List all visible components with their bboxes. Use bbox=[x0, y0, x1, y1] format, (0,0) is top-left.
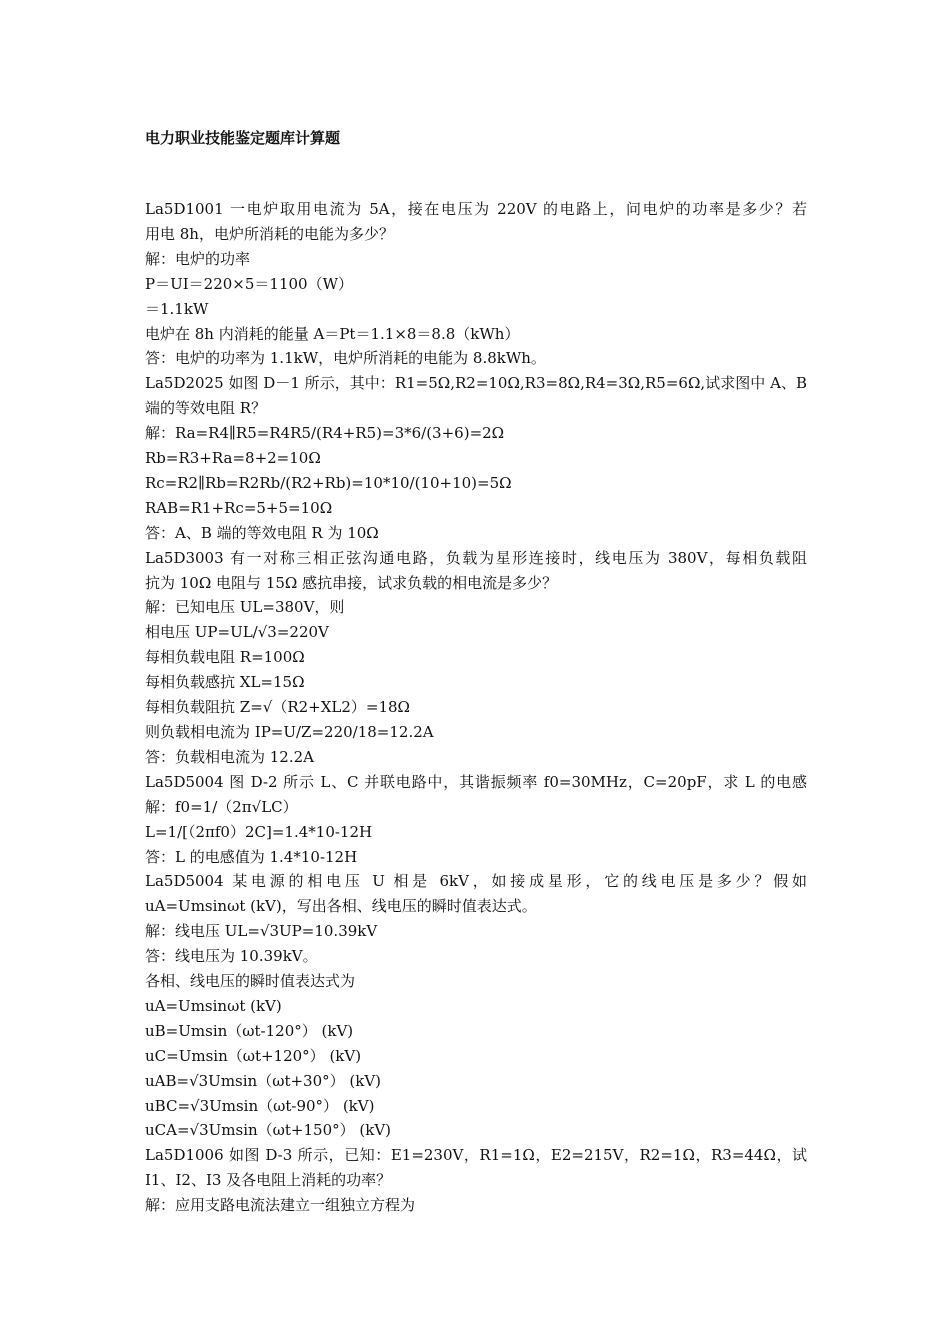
text-line: 各相、线电压的瞬时值表达式为 bbox=[145, 972, 356, 991]
text-line: I1、I2、I3 及各电阻上消耗的功率？ bbox=[145, 1171, 392, 1190]
text-line: uB=Umsin（ωt-120°） (kV) bbox=[145, 1021, 354, 1040]
text-line: 电炉在 8h 内消耗的能量 A＝Pt＝1.1×8＝8.8（kWh） bbox=[145, 324, 520, 343]
text-line: 解：线电压 UL=√3UP=10.39kV bbox=[145, 922, 378, 941]
text-line: 每相负载阻抗 Z=√（R2+XL2）=18Ω bbox=[145, 698, 410, 717]
text-line: L=1/[（2πf0）2C]=1.4*10-12H bbox=[145, 822, 373, 841]
document-title: 电力职业技能鉴定题库计算题 bbox=[145, 129, 341, 147]
text-line: La5D3003 有一对称三相正弦沟通电路，负载为星形连接时，线电压为 380V，每相负载阻 bbox=[145, 548, 807, 567]
text-line: 答：线电压为 10.39kV。 bbox=[145, 947, 318, 966]
text-line: Rb=R3+Ra=8+2=10Ω bbox=[145, 449, 321, 468]
text-line: 答：负载相电流为 12.2A bbox=[145, 747, 314, 766]
text-line: RAB=R1+Rc=5+5=10Ω bbox=[145, 498, 333, 517]
text-line: 解：f0=1/（2π√LC） bbox=[145, 797, 298, 816]
text-line: 解：应用支路电流法建立一组独立方程为 bbox=[145, 1196, 416, 1215]
text-line: 相电压 UP=UL/√3=220V bbox=[145, 623, 329, 642]
text-line: 端的等效电阻 R？ bbox=[145, 399, 267, 418]
text-line: La5D5004 图 D-2 所示 L、C 并联电路中，其谐振频率 f0=30MHz，C=20pF，求 L 的电感 bbox=[145, 772, 807, 791]
text-line: 答：A、B 端的等效电阻 R 为 10Ω bbox=[145, 523, 379, 542]
text-line: 解：已知电压 UL=380V，则 bbox=[145, 598, 345, 617]
text-line: uA=Umsinωt (kV) bbox=[145, 996, 282, 1015]
text-line: uAB=√3Umsin（ωt+30°） (kV) bbox=[145, 1071, 382, 1090]
text-line: Rc=R2∥Rb=R2Rb/(R2+Rb)=10*10/(10+10)=5Ω bbox=[145, 473, 512, 492]
text-line: 答：电炉的功率为 1.1kW，电炉所消耗的电能为 8.8kWh。 bbox=[145, 349, 546, 368]
document-body bbox=[145, 197, 807, 1218]
text-line: 用电 8h，电炉所消耗的电能为多少？ bbox=[145, 224, 394, 243]
text-line: ＝1.1kW bbox=[145, 299, 209, 318]
text-line: uC=Umsin（ωt+120°） (kV) bbox=[145, 1046, 362, 1065]
text-line: 每相负载电阻 R=100Ω bbox=[145, 648, 305, 667]
text-line: La5D1001 一电炉取用电流为 5A，接在电压为 220V 的电路上，问电炉的功率是多少？若 bbox=[145, 200, 807, 218]
text-line: 抗为 10Ω 电阻与 15Ω 感抗串接，试求负载的相电流是多少？ bbox=[145, 573, 558, 592]
text-line: La5D1006 如图 D-3 所示，已知：E1=230V，R1=1Ω，E2=215V，R2=1Ω，R3=44Ω，试 bbox=[145, 1146, 807, 1165]
text-line: 解：Ra=R4∥R5=R4R5/(R4+R5)=3*6/(3+6)=2Ω bbox=[145, 424, 505, 443]
text-line: 解：电炉的功率 bbox=[145, 249, 251, 268]
text-line: La5D2025 如图 D－1 所示，其中：R1=5Ω,R2=10Ω,R3=8Ω,R4=3Ω,R5=6Ω,试求图中 A、B bbox=[145, 374, 807, 393]
text-line: 则负载相电流为 IP=U/Z=220/18=12.2A bbox=[145, 722, 434, 741]
text-line: uCA=√3Umsin（ωt+150°） (kV) bbox=[145, 1121, 392, 1140]
text-line: La5D5004 某电源的相电压 U 相是 6kV，如接成星形，它的线电压是多少？假如 bbox=[145, 872, 807, 891]
text-line: 答：L 的电感值为 1.4*10-12H bbox=[145, 847, 358, 866]
text-line: uBC=√3Umsin（ωt-90°） (kV) bbox=[145, 1096, 375, 1115]
text-line: uA=Umsinωt (kV)，写出各相、线电压的瞬时值表达式。 bbox=[145, 897, 537, 916]
text-line: 每相负载感抗 XL=15Ω bbox=[145, 673, 305, 692]
text-line: P＝UI＝220×5＝1100（W） bbox=[145, 274, 353, 293]
